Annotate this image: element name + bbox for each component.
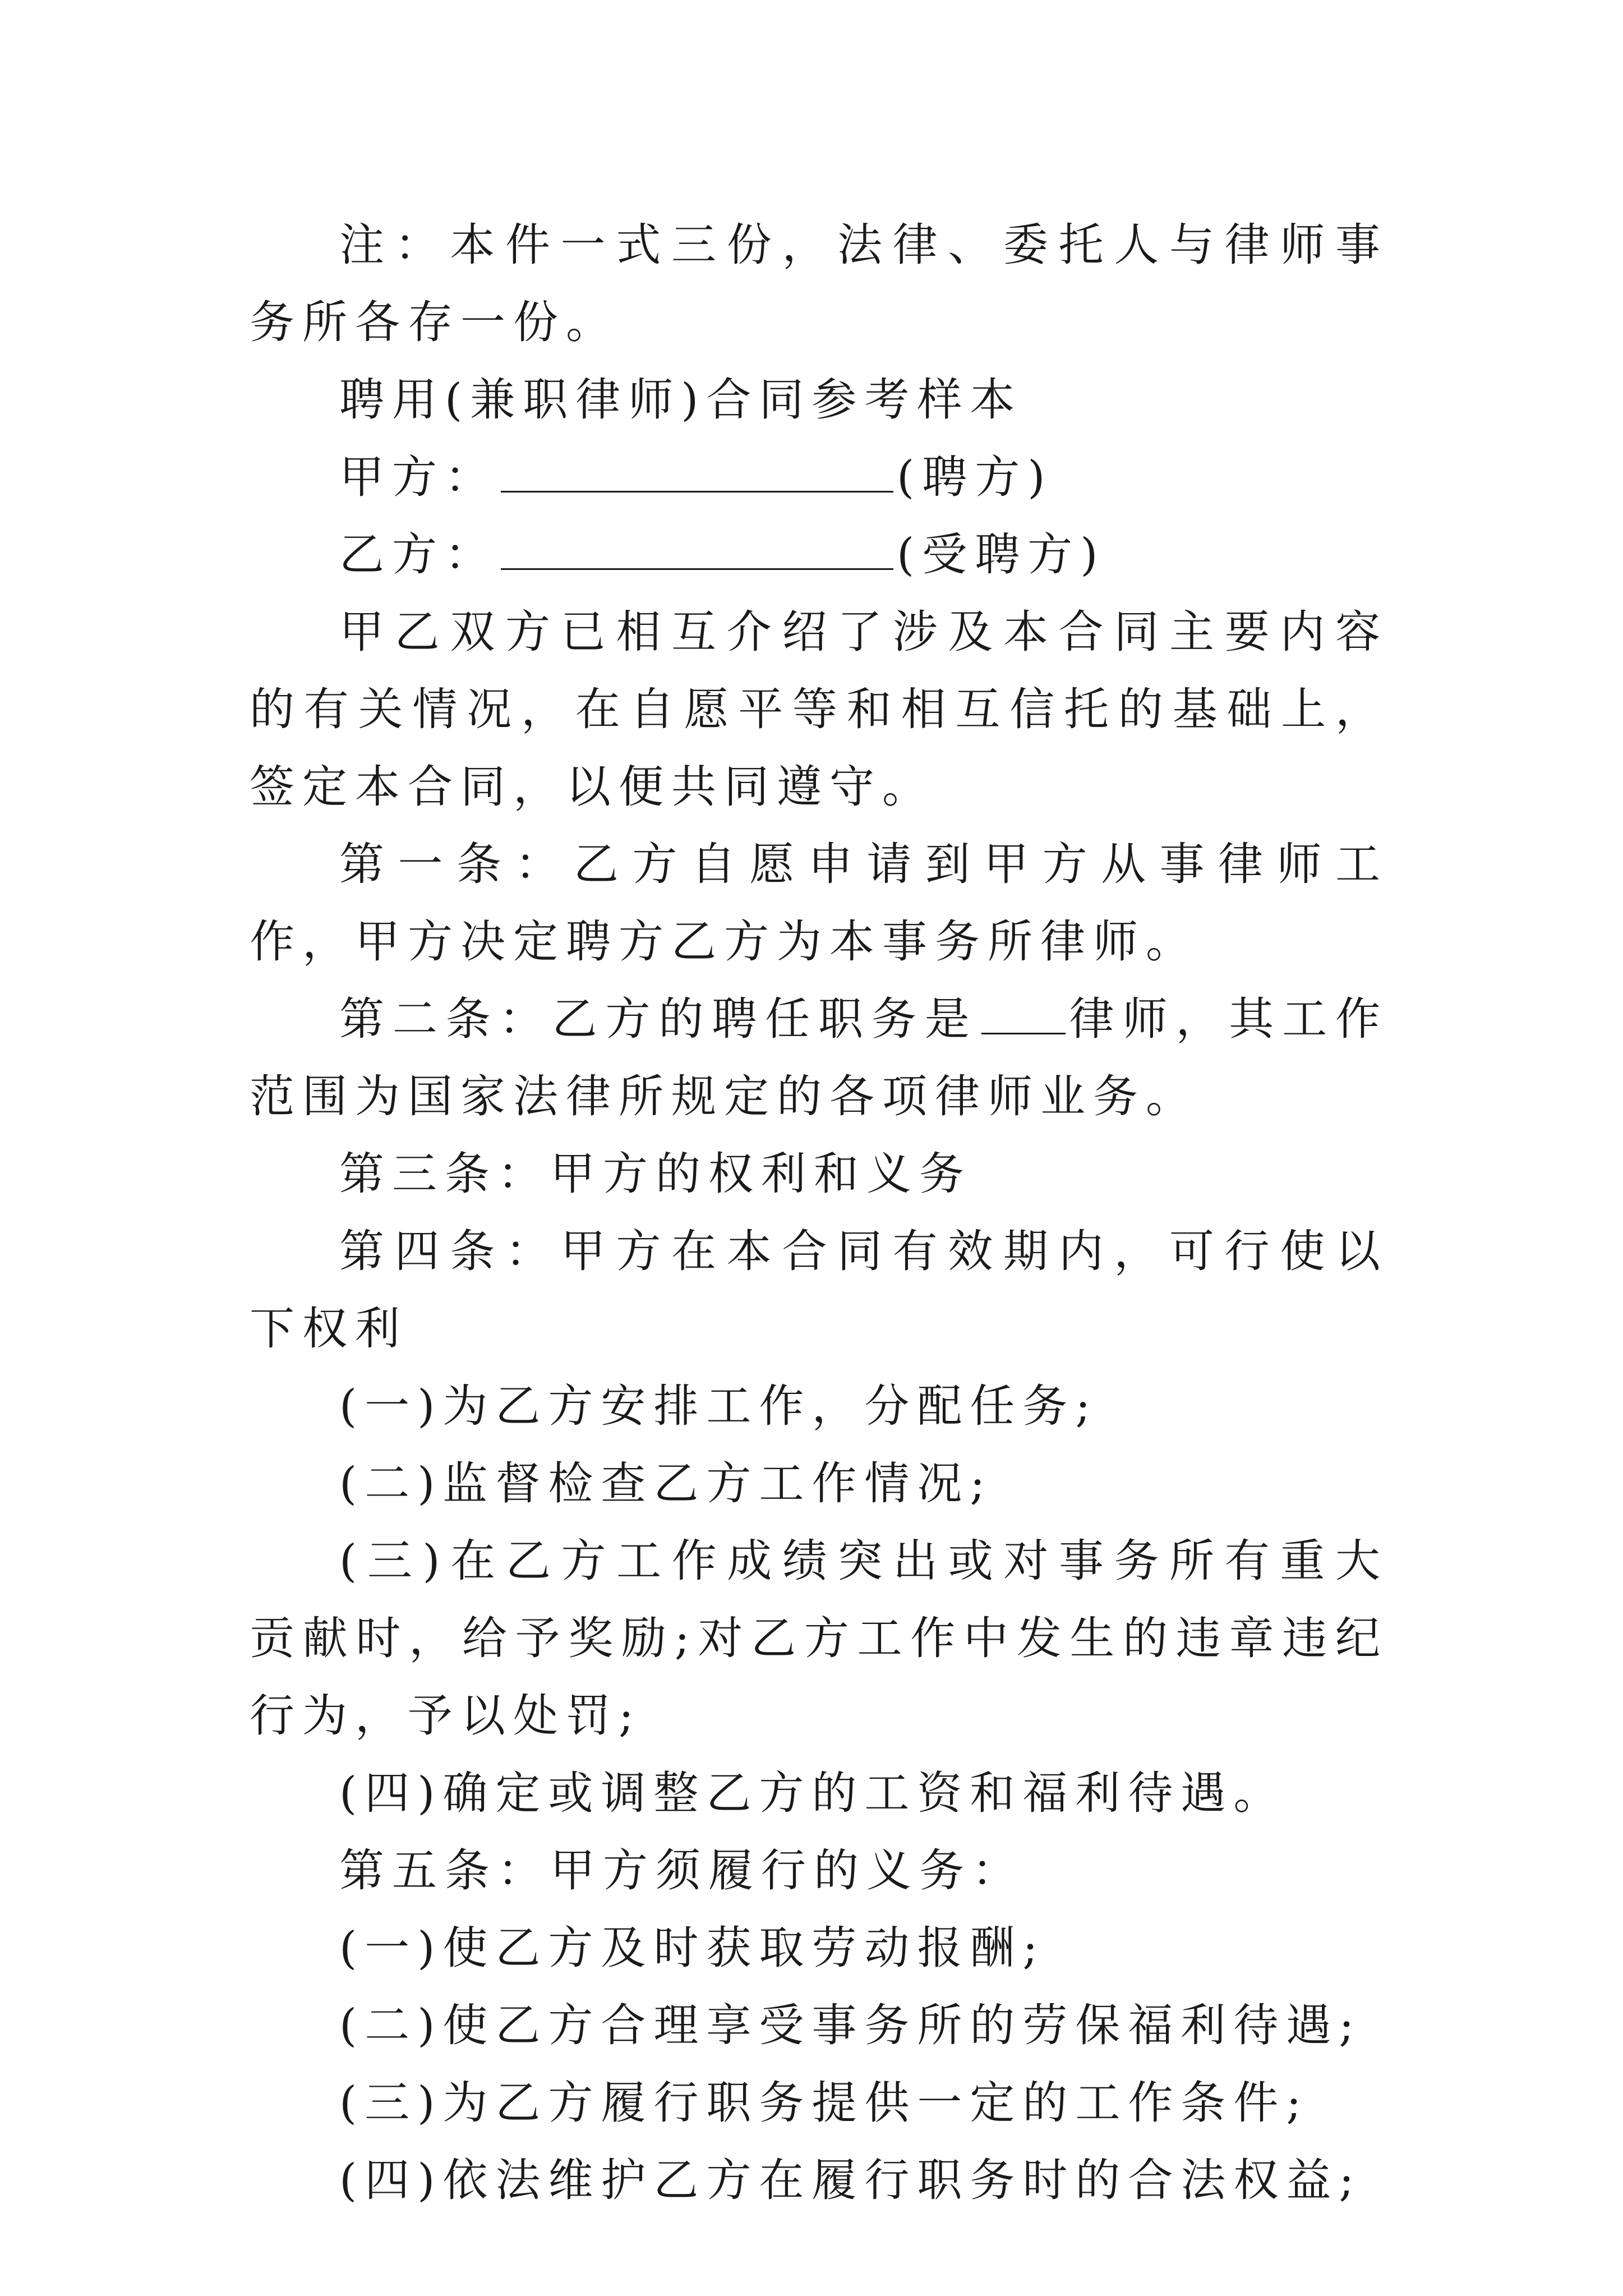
intro-paragraph: 甲乙双方已相互介绍了涉及本合同主要内容的有关情况，在自愿平等和相互信托的基础上，签定本合同，以便共同遵守。 [250, 606, 1388, 813]
article-5-item: (二)使乙方合理享受事务所的劳保福利待遇; [339, 1999, 1362, 2051]
article-4-item: (二)监督检查乙方工作情况; [339, 1457, 993, 1510]
article-5-item: (一)使乙方及时获取劳动报酬; [339, 1922, 1046, 1974]
party-b-line [250, 516, 1388, 593]
note-paragraph: 注：本件一式三份，法律、委托人与律师事务所各存一份。 [250, 219, 1388, 348]
article-2-before: 第二条：乙方的聘任职务是 [339, 993, 978, 1045]
article-5-item: (四)依法维护乙方在履行职务时的合法权益; [339, 2154, 1362, 2206]
party-b-suffix: (受聘方) [897, 528, 1106, 581]
contract-title: 聘用(兼职律师)合同参考样本 [339, 374, 1023, 426]
article-4: 第四条：甲方在本合同有效期内，可行使以下权利 [250, 1225, 1388, 1355]
party-a-blank [501, 446, 893, 493]
document-body [250, 206, 1388, 2219]
article-2-blank [981, 988, 1066, 1034]
party-a-suffix: (聘方) [897, 451, 1053, 503]
party-b-blank [501, 523, 893, 570]
article-5-item: (三)为乙方履行职务提供一定的工作条件; [339, 2077, 1310, 2129]
article-4-item: (四)确定或调整乙方的工资和福利待遇。 [339, 1767, 1287, 1819]
article-2-after: 律师，其工作范围为国家法律所规定的各项律师业务。 [250, 993, 1389, 1122]
article-3: 第三条：甲方的权利和义务 [339, 1148, 972, 1200]
party-b-label: 乙方： [339, 528, 497, 581]
article-4-item: (三)在乙方工作成绩突出或对事务所有重大贡献时，给予奖励;对乙方工作中发生的违章违纪行为，予以处罚; [250, 1535, 1388, 1742]
article-4-item: (一)为乙方安排工作，分配任务; [339, 1380, 1099, 1432]
party-a-label: 甲方： [339, 451, 497, 503]
party-a-line [250, 439, 1388, 516]
article-2 [250, 981, 1388, 1135]
article-1: 第一条：乙方自愿申请到甲方从事律师工作，甲方决定聘方乙方为本事务所律师。 [250, 838, 1388, 968]
article-5: 第五条：甲方须履行的义务： [339, 1844, 1025, 1897]
